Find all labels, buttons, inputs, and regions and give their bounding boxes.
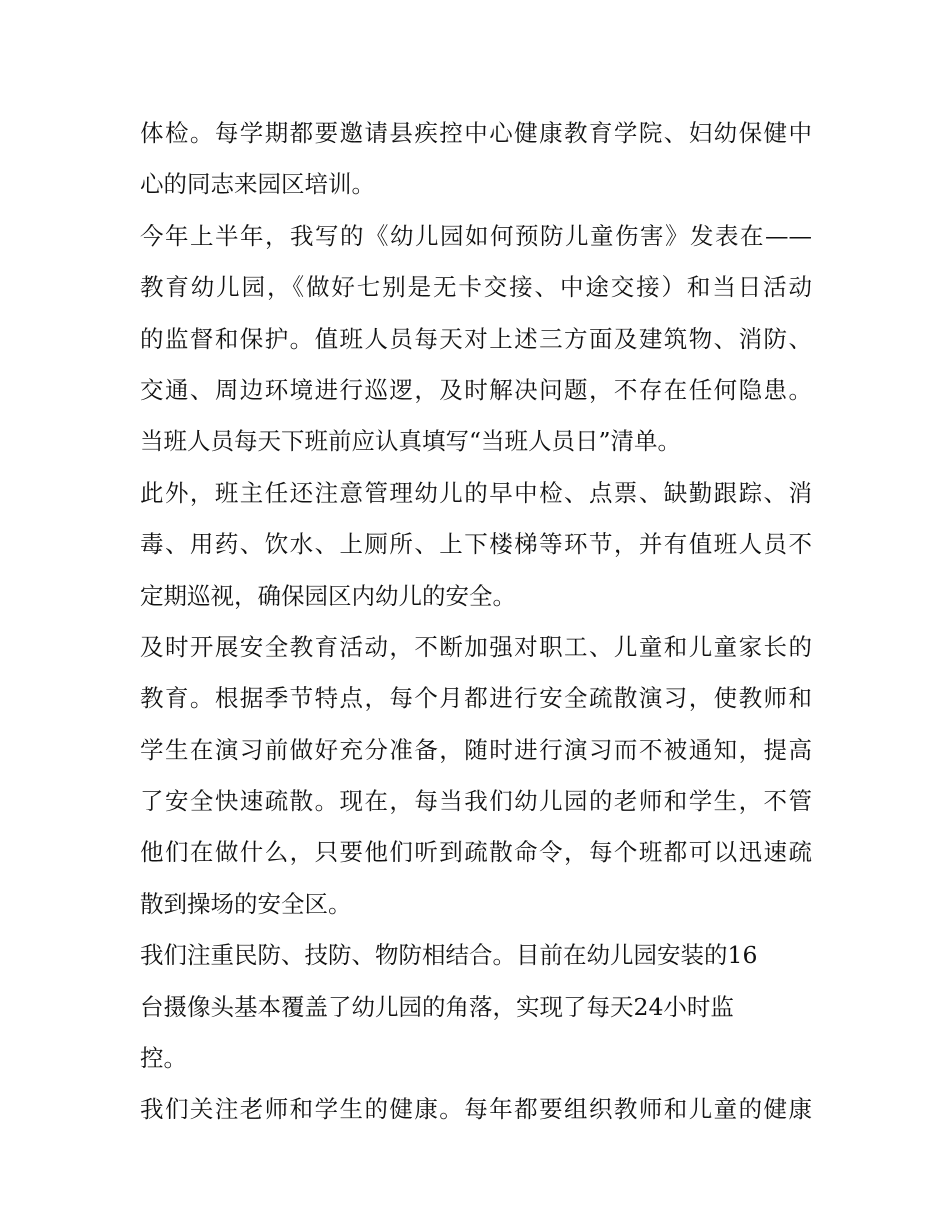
- text-line-16: 散到操场的安全区。: [140, 889, 352, 918]
- text-line-15: 他们在做什么，只要他们听到疏散命令，每个班都可以迅速疏: [140, 838, 812, 867]
- text-line-6: 交通、周边环境进行巡逻，及时解决问题，不存在任何隐患。: [140, 375, 812, 404]
- text-line-8: 此外，班主任还注意管理幼儿的早中检、点票、缺勤跟踪、消: [140, 478, 812, 507]
- text-line-19: 控。: [140, 1044, 187, 1073]
- text-line-4: 教育幼儿园，《做好七别是无卡交接、中途交接）和当日活动: [140, 273, 812, 302]
- text-line-12: 教育。根据季节特点，每个月都进行安全疏散演习，使教师和: [140, 684, 812, 713]
- text-line-11: 及时开展安全教育活动，不断加强对职工、儿童和儿童家长的: [140, 632, 812, 661]
- text-line-13: 学生在演习前做好充分准备，随时进行演习而不被通知，提高: [140, 735, 812, 764]
- text-line-2: 心的同志来园区培训。: [140, 170, 375, 199]
- text-line-7: 当班人员每天下班前应认真填写“当班人员日”清单。: [140, 427, 682, 456]
- text-line-18: 台摄像头基本覆盖了幼儿园的角落，实现了每天24小时监: [140, 992, 734, 1021]
- text-line-20: 我们关注老师和学生的健康。每年都要组织教师和儿童的健康: [140, 1095, 812, 1124]
- text-line-1: 体检。每学期都要邀请县疾控中心健康教育学院、妇幼保健中: [140, 119, 812, 147]
- text-line-9: 毒、用药、饮水、上厕所、上下楼梯等环节，并有值班人员不: [140, 530, 812, 559]
- document-body: [140, 108, 812, 1136]
- text-line-10: 定期巡视，确保园区内幼儿的安全。: [140, 581, 516, 610]
- text-line-5: 的监督和保护。值班人员每天对上述三方面及建筑物、消防、: [140, 324, 812, 353]
- text-line-17: 我们注重民防、技防、物防相结合。目前在幼儿园安装的16: [140, 941, 758, 970]
- text-line-3: 今年上半年，我写的《幼儿园如何预防儿童伤害》发表在——: [140, 221, 812, 250]
- text-line-14: 了安全快速疏散。现在，每当我们幼儿园的老师和学生，不管: [140, 787, 812, 816]
